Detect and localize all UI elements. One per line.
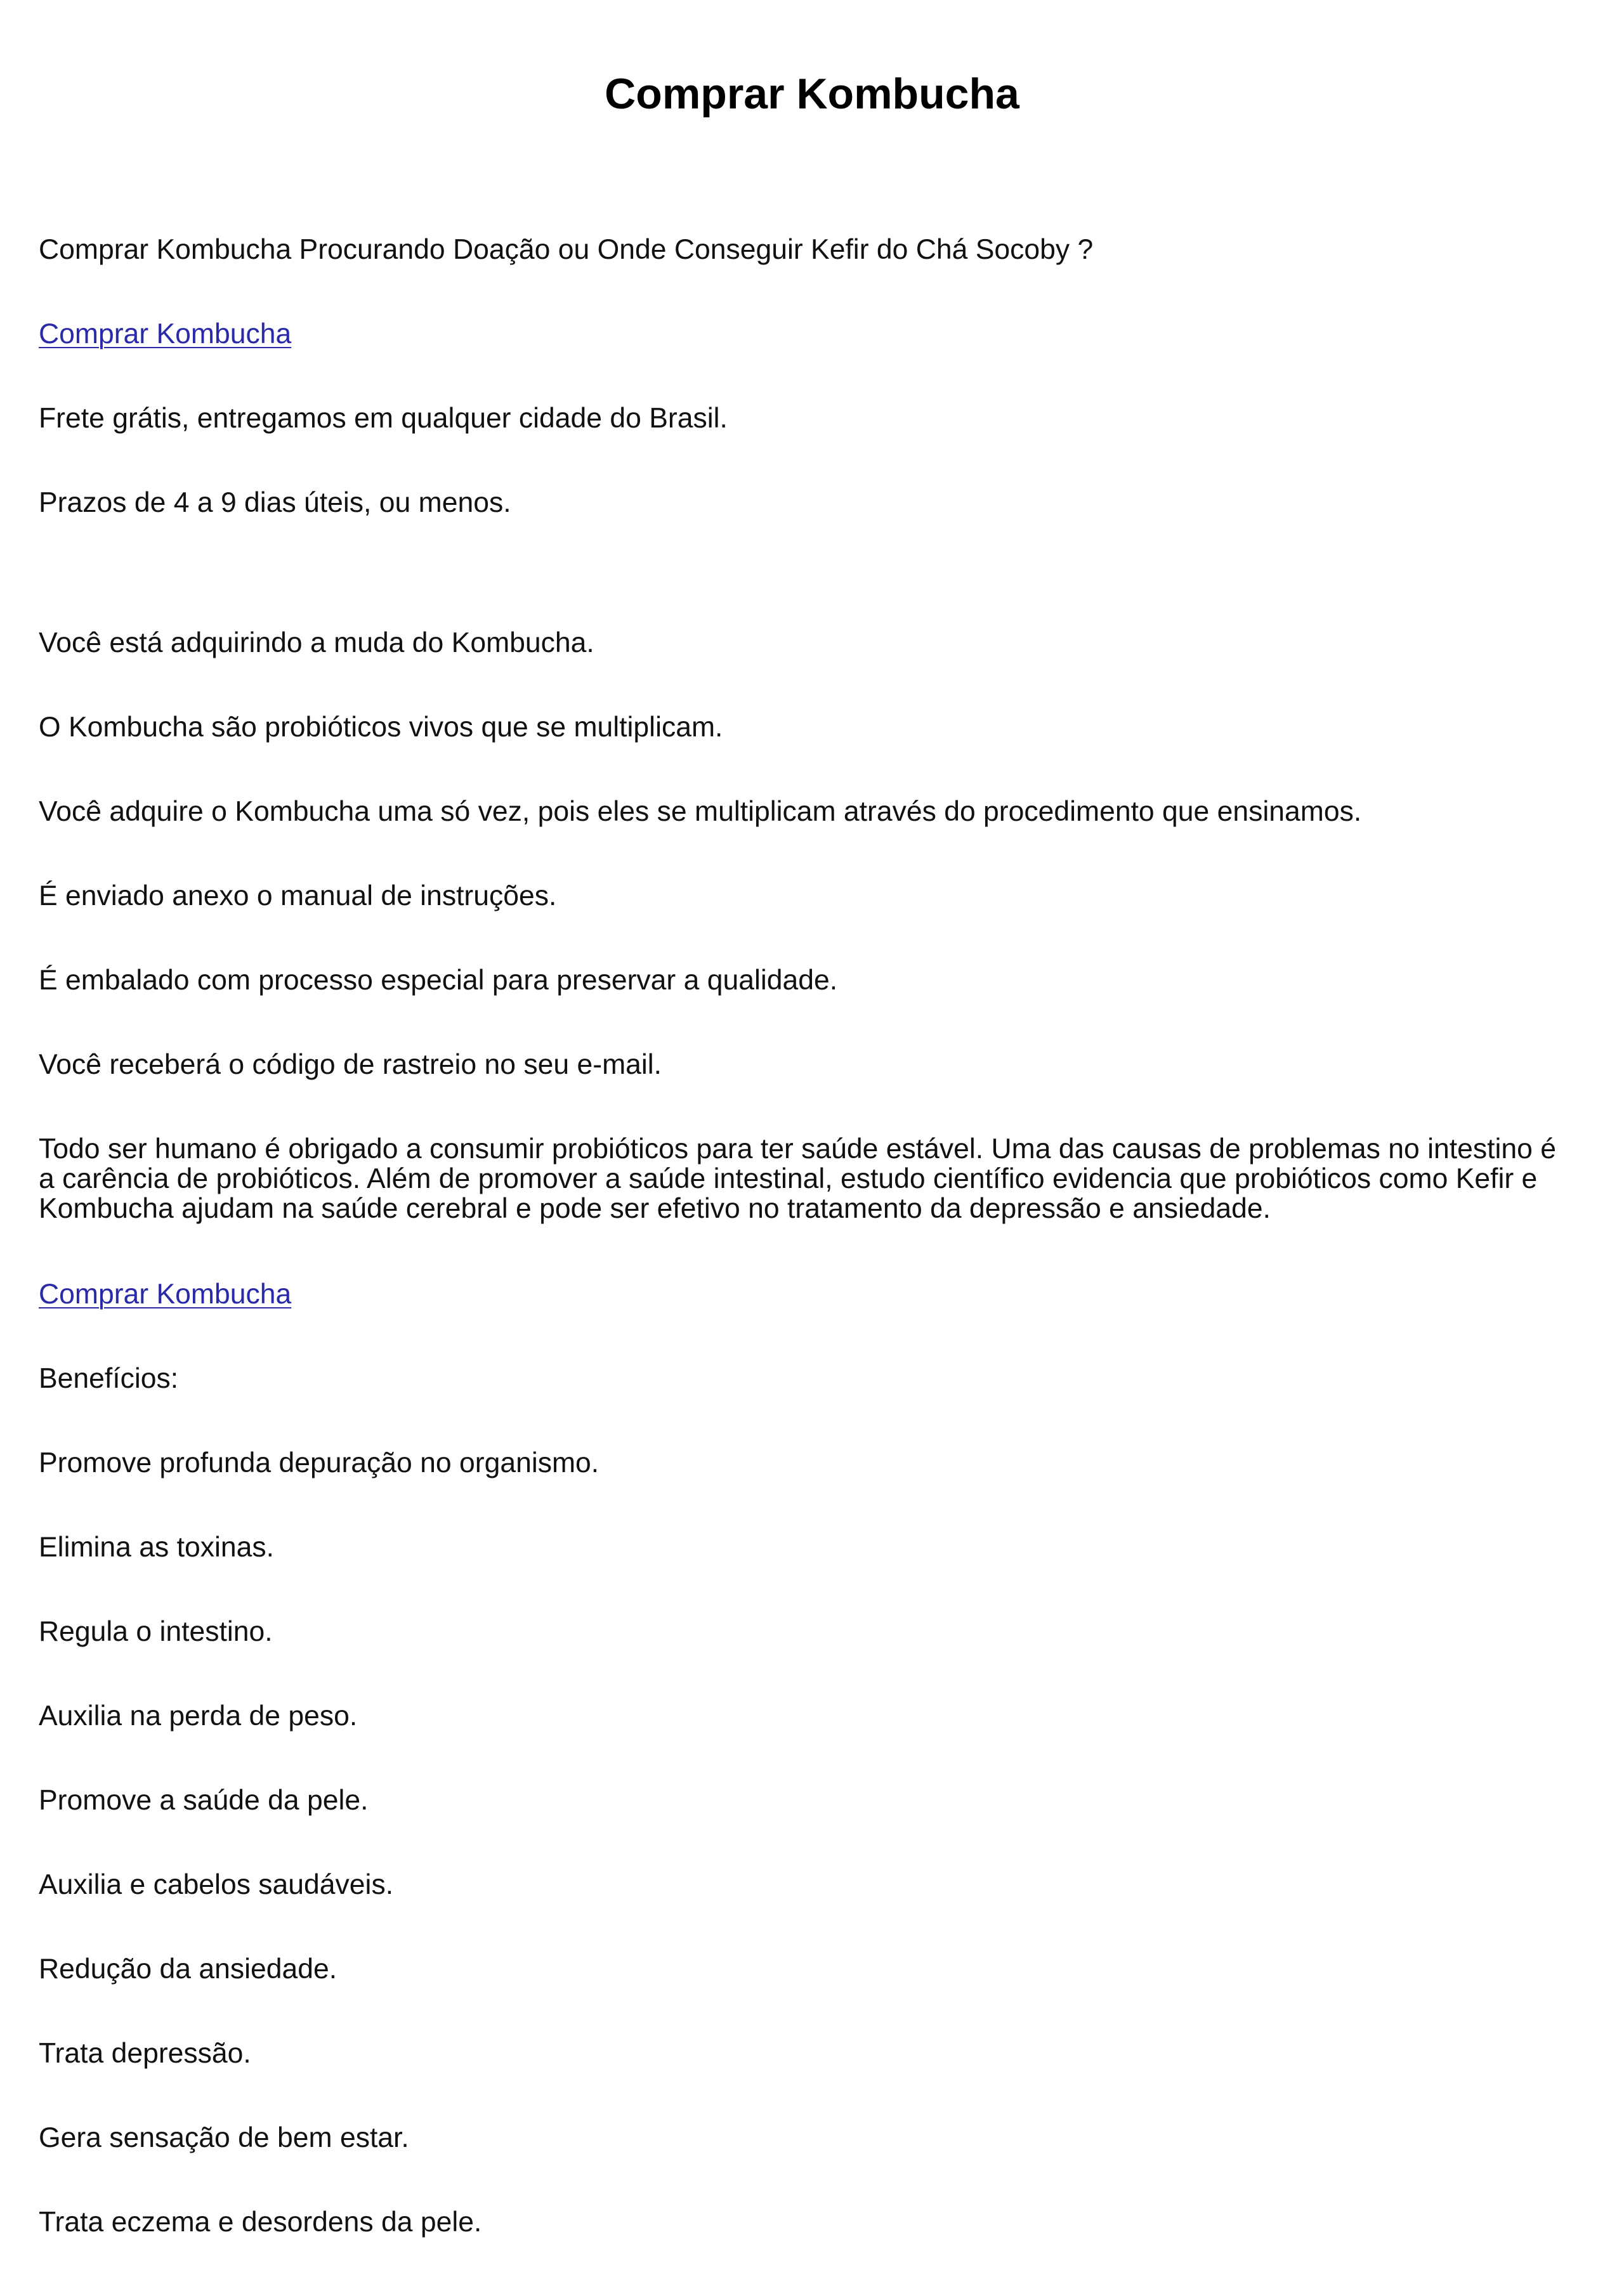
benefit-item: Promove a saúde da pele. (39, 1785, 369, 1816)
benefit-item: Promove profunda depuração no organismo. (39, 1447, 599, 1478)
benefit-item: Trata depressão. (39, 2038, 251, 2069)
once-text: Você adquire o Kombucha uma só vez, pois eles se multiplicam através do procedimento que ensinamos. (39, 796, 1362, 827)
bottom-link-paragraph (39, 1279, 1561, 1310)
buy-kombucha-link-top[interactable]: Comprar Kombucha (39, 318, 292, 349)
packaging-text: É embalado com processo especial para preservar a qualidade. (39, 965, 838, 996)
benefit-item: Trata eczema e desordens da pele. (39, 2207, 482, 2238)
health-paragraph: Todo ser humano é obrigado a consumir probióticos para ter saúde estável. Uma das causas de problemas no intestino é a carência de probióticos. Além de promover a saúde intestinal, estudo científico evidencia que probióticos como Kefir e Kombucha ajudam na saúde cerebral e pode ser efetivo no tratamento da depressão e ansiedade. (39, 1133, 1557, 1224)
benefit-item: Elimina as toxinas. (39, 1532, 274, 1563)
manual-text: É enviado anexo o manual de instruções. (39, 880, 557, 911)
benefit-item: Redução da ansiedade. (39, 1954, 337, 1985)
benefit-item: Auxilia e cabelos saudáveis. (39, 1869, 394, 1900)
intro-text: Comprar Kombucha Procurando Doação ou Onde Conseguir Kefir do Chá Socoby ? (39, 234, 1094, 265)
benefit-item: Gera sensação de bem estar. (39, 2122, 409, 2153)
benefits-heading: Benefícios: (39, 1363, 179, 1394)
page-title: Comprar Kombucha (605, 70, 1019, 118)
top-link-paragraph (39, 319, 1561, 349)
probiotics-text: O Kombucha são probióticos vivos que se multiplicam. (39, 712, 723, 743)
acquiring-text: Você está adquirindo a muda do Kombucha. (39, 627, 594, 658)
deadline-text: Prazos de 4 a 9 dias úteis, ou menos. (39, 487, 511, 518)
buy-kombucha-link-bottom[interactable]: Comprar Kombucha (39, 1279, 292, 1310)
shipping-text: Frete grátis, entregamos em qualquer cidade do Brasil. (39, 403, 728, 434)
benefit-item: Auxilia na perda de peso. (39, 1700, 358, 1732)
benefit-item: Regula o intestino. (39, 1616, 273, 1647)
tracking-text: Você receberá o código de rastreio no seu e-mail. (39, 1049, 662, 1080)
